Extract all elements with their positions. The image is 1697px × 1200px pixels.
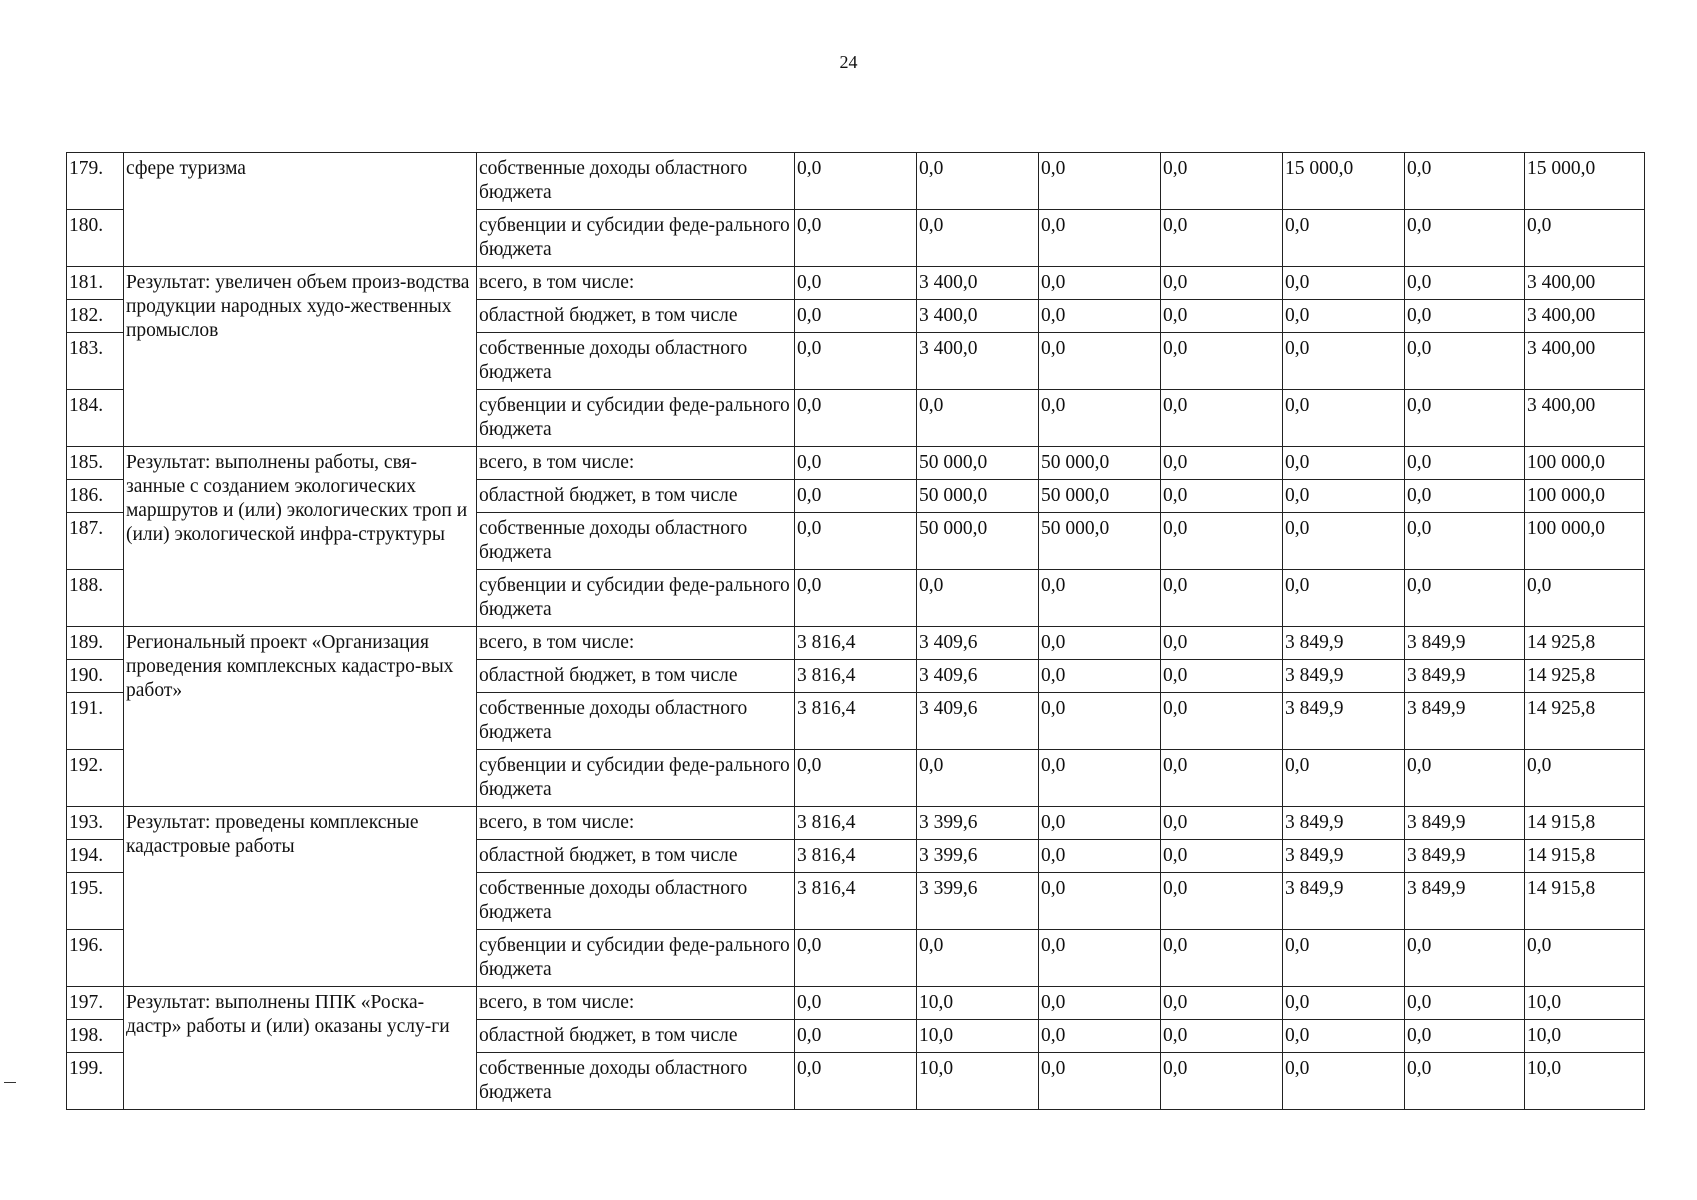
amount-cell: 0,0 [1161, 1053, 1283, 1110]
amount-cell: 50 000,0 [1039, 480, 1161, 513]
row-number: 196. [67, 930, 124, 987]
amount-cell: 0,0 [1161, 807, 1283, 840]
amount-cell: 0,0 [1039, 873, 1161, 930]
row-number: 193. [67, 807, 124, 840]
amount-cell: 3 409,6 [917, 660, 1039, 693]
row-number: 194. [67, 840, 124, 873]
amount-cell: 0,0 [1161, 210, 1283, 267]
amount-cell: 0,0 [1283, 1053, 1405, 1110]
funding-source: субвенции и субсидии феде-рального бюджета [477, 750, 795, 807]
amount-cell: 0,0 [1039, 267, 1161, 300]
amount-cell: 0,0 [917, 390, 1039, 447]
amount-cell: 0,0 [1405, 333, 1525, 390]
amount-cell: 3 849,9 [1283, 840, 1405, 873]
amount-cell: 0,0 [1283, 1020, 1405, 1053]
row-number: 198. [67, 1020, 124, 1053]
amount-cell: 0,0 [1039, 693, 1161, 750]
amount-cell: 0,0 [1161, 447, 1283, 480]
funding-source: всего, в том числе: [477, 267, 795, 300]
amount-cell: 0,0 [1405, 390, 1525, 447]
amount-cell: 100 000,0 [1525, 480, 1645, 513]
amount-cell: 3 400,00 [1525, 267, 1645, 300]
amount-cell: 0,0 [1161, 153, 1283, 210]
group-label: Результат: выполнены ППК «Роска-дастр» работы и (или) оказаны услу-ги [124, 987, 477, 1110]
amount-cell: 3 816,4 [795, 627, 917, 660]
table-row [67, 807, 1645, 840]
funding-source: собственные доходы областного бюджета [477, 693, 795, 750]
amount-cell: 0,0 [795, 750, 917, 807]
amount-cell: 0,0 [795, 1020, 917, 1053]
amount-cell: 14 925,8 [1525, 627, 1645, 660]
amount-cell: 3 849,9 [1283, 627, 1405, 660]
table-row [67, 153, 1645, 210]
amount-cell: 0,0 [1039, 1053, 1161, 1110]
funding-source: субвенции и субсидии феде-рального бюджета [477, 390, 795, 447]
group-label: Региональный проект «Организация проведения комплексных кадастро-вых работ» [124, 627, 477, 807]
amount-cell: 3 849,9 [1283, 807, 1405, 840]
amount-cell: 0,0 [1039, 570, 1161, 627]
row-number: 192. [67, 750, 124, 807]
amount-cell: 0,0 [1283, 750, 1405, 807]
amount-cell: 0,0 [795, 300, 917, 333]
amount-cell: 0,0 [1161, 1020, 1283, 1053]
amount-cell: 10,0 [1525, 1020, 1645, 1053]
amount-cell: 0,0 [1405, 1020, 1525, 1053]
amount-cell: 14 915,8 [1525, 873, 1645, 930]
table-row [67, 987, 1645, 1020]
amount-cell: 0,0 [1161, 300, 1283, 333]
amount-cell: 0,0 [795, 267, 917, 300]
amount-cell: 0,0 [1161, 480, 1283, 513]
amount-cell: 0,0 [1161, 267, 1283, 300]
amount-cell: 0,0 [1161, 333, 1283, 390]
amount-cell: 0,0 [917, 210, 1039, 267]
amount-cell: 0,0 [1405, 210, 1525, 267]
amount-cell: 0,0 [1039, 153, 1161, 210]
row-number: 183. [67, 333, 124, 390]
amount-cell: 3 399,6 [917, 807, 1039, 840]
amount-cell: 0,0 [1039, 840, 1161, 873]
row-number: 181. [67, 267, 124, 300]
amount-cell: 3 400,0 [917, 333, 1039, 390]
amount-cell: 10,0 [917, 1053, 1039, 1110]
amount-cell: 0,0 [1283, 267, 1405, 300]
amount-cell: 50 000,0 [917, 447, 1039, 480]
amount-cell: 0,0 [1039, 333, 1161, 390]
amount-cell: 0,0 [795, 930, 917, 987]
amount-cell: 0,0 [1525, 210, 1645, 267]
group-label: Результат: выполнены работы, свя-занные с созданием экологических маршрутов и (или) экологических троп и (или) экологической инфра-структуры [124, 447, 477, 627]
amount-cell: 0,0 [1161, 873, 1283, 930]
amount-cell: 3 849,9 [1405, 627, 1525, 660]
amount-cell: 0,0 [795, 513, 917, 570]
funding-source: областной бюджет, в том числе [477, 480, 795, 513]
funding-source: всего, в том числе: [477, 987, 795, 1020]
amount-cell: 0,0 [1161, 660, 1283, 693]
amount-cell: 0,0 [1161, 930, 1283, 987]
amount-cell: 0,0 [1405, 750, 1525, 807]
amount-cell: 0,0 [1283, 447, 1405, 480]
row-number: 189. [67, 627, 124, 660]
amount-cell: 3 400,0 [917, 267, 1039, 300]
amount-cell: 0,0 [1525, 750, 1645, 807]
amount-cell: 0,0 [1283, 390, 1405, 447]
amount-cell: 0,0 [1161, 987, 1283, 1020]
amount-cell: 3 409,6 [917, 693, 1039, 750]
amount-cell: 3 399,6 [917, 840, 1039, 873]
row-number: 184. [67, 390, 124, 447]
amount-cell: 0,0 [1283, 210, 1405, 267]
amount-cell: 3 849,9 [1405, 693, 1525, 750]
amount-cell: 0,0 [1161, 570, 1283, 627]
amount-cell: 10,0 [1525, 1053, 1645, 1110]
amount-cell: 0,0 [1039, 1020, 1161, 1053]
amount-cell: 15 000,0 [1525, 153, 1645, 210]
amount-cell: 14 925,8 [1525, 660, 1645, 693]
amount-cell: 0,0 [1405, 930, 1525, 987]
amount-cell: 0,0 [1405, 513, 1525, 570]
amount-cell: 0,0 [1283, 930, 1405, 987]
amount-cell: 14 925,8 [1525, 693, 1645, 750]
amount-cell: 0,0 [1161, 513, 1283, 570]
amount-cell: 50 000,0 [1039, 447, 1161, 480]
amount-cell: 0,0 [1283, 300, 1405, 333]
amount-cell: 0,0 [1039, 807, 1161, 840]
amount-cell: 0,0 [1039, 627, 1161, 660]
amount-cell: 0,0 [1283, 513, 1405, 570]
amount-cell: 0,0 [1039, 210, 1161, 267]
amount-cell: 3 849,9 [1405, 840, 1525, 873]
amount-cell: 0,0 [795, 333, 917, 390]
row-number: 179. [67, 153, 124, 210]
row-number: 190. [67, 660, 124, 693]
table-row [67, 267, 1645, 300]
amount-cell: 3 849,9 [1283, 873, 1405, 930]
amount-cell: 15 000,0 [1283, 153, 1405, 210]
row-number: 182. [67, 300, 124, 333]
amount-cell: 3 400,00 [1525, 390, 1645, 447]
amount-cell: 0,0 [1161, 390, 1283, 447]
amount-cell: 0,0 [1283, 333, 1405, 390]
funding-source: областной бюджет, в том числе [477, 1020, 795, 1053]
amount-cell: 0,0 [917, 570, 1039, 627]
amount-cell: 0,0 [1405, 1053, 1525, 1110]
amount-cell: 3 849,9 [1405, 660, 1525, 693]
amount-cell: 0,0 [1405, 153, 1525, 210]
funding-source: областной бюджет, в том числе [477, 660, 795, 693]
amount-cell: 0,0 [1405, 987, 1525, 1020]
funding-source: всего, в том числе: [477, 627, 795, 660]
amount-cell: 0,0 [1039, 660, 1161, 693]
amount-cell: 3 399,6 [917, 873, 1039, 930]
amount-cell: 0,0 [1405, 570, 1525, 627]
amount-cell: 0,0 [1039, 750, 1161, 807]
amount-cell: 0,0 [1161, 840, 1283, 873]
amount-cell: 0,0 [795, 987, 917, 1020]
amount-cell: 0,0 [795, 390, 917, 447]
amount-cell: 0,0 [1283, 480, 1405, 513]
amount-cell: 0,0 [1283, 987, 1405, 1020]
funding-source: субвенции и субсидии феде-рального бюджета [477, 930, 795, 987]
funding-source: областной бюджет, в том числе [477, 840, 795, 873]
amount-cell: 0,0 [1161, 750, 1283, 807]
amount-cell: 0,0 [1283, 570, 1405, 627]
amount-cell: 50 000,0 [917, 513, 1039, 570]
amount-cell: 100 000,0 [1525, 447, 1645, 480]
budget-table [66, 152, 1645, 1110]
amount-cell: 3 409,6 [917, 627, 1039, 660]
funding-source: собственные доходы областного бюджета [477, 1053, 795, 1110]
amount-cell: 0,0 [1161, 693, 1283, 750]
amount-cell: 3 816,4 [795, 693, 917, 750]
amount-cell: 3 816,4 [795, 660, 917, 693]
table-row [67, 627, 1645, 660]
amount-cell: 0,0 [1039, 987, 1161, 1020]
amount-cell: 0,0 [1405, 267, 1525, 300]
amount-cell: 0,0 [1039, 390, 1161, 447]
amount-cell: 14 915,8 [1525, 840, 1645, 873]
row-number: 195. [67, 873, 124, 930]
amount-cell: 0,0 [1039, 930, 1161, 987]
funding-source: субвенции и субсидии феде-рального бюджета [477, 570, 795, 627]
row-number: 186. [67, 480, 124, 513]
amount-cell: 0,0 [1161, 627, 1283, 660]
amount-cell: 0,0 [1405, 480, 1525, 513]
amount-cell: 3 849,9 [1283, 693, 1405, 750]
group-label: Результат: проведены комплексные кадастровые работы [124, 807, 477, 987]
row-number: 199. [67, 1053, 124, 1110]
amount-cell: 14 915,8 [1525, 807, 1645, 840]
group-label: Результат: увеличен объем произ-водства продукции народных худо-жественных промыслов [124, 267, 477, 447]
amount-cell: 100 000,0 [1525, 513, 1645, 570]
amount-cell: 0,0 [1525, 930, 1645, 987]
amount-cell: 3 849,9 [1405, 873, 1525, 930]
amount-cell: 3 816,4 [795, 873, 917, 930]
amount-cell: 0,0 [917, 153, 1039, 210]
table-row [67, 447, 1645, 480]
funding-source: собственные доходы областного бюджета [477, 873, 795, 930]
amount-cell: 3 400,00 [1525, 300, 1645, 333]
amount-cell: 0,0 [795, 1053, 917, 1110]
amount-cell: 10,0 [917, 1020, 1039, 1053]
amount-cell: 3 816,4 [795, 840, 917, 873]
row-number: 180. [67, 210, 124, 267]
row-number: 187. [67, 513, 124, 570]
amount-cell: 3 400,00 [1525, 333, 1645, 390]
amount-cell: 50 000,0 [917, 480, 1039, 513]
amount-cell: 0,0 [1525, 570, 1645, 627]
funding-source: всего, в том числе: [477, 807, 795, 840]
group-label: сфере туризма [124, 153, 477, 267]
amount-cell: 3 400,0 [917, 300, 1039, 333]
amount-cell: 3 849,9 [1405, 807, 1525, 840]
row-number: 197. [67, 987, 124, 1020]
funding-source: собственные доходы областного бюджета [477, 513, 795, 570]
funding-source: областной бюджет, в том числе [477, 300, 795, 333]
funding-source: собственные доходы областного бюджета [477, 153, 795, 210]
amount-cell: 0,0 [1405, 447, 1525, 480]
amount-cell: 10,0 [1525, 987, 1645, 1020]
funding-source: всего, в том числе: [477, 447, 795, 480]
amount-cell: 0,0 [795, 447, 917, 480]
amount-cell: 50 000,0 [1039, 513, 1161, 570]
amount-cell: 0,0 [917, 750, 1039, 807]
amount-cell: 0,0 [1039, 300, 1161, 333]
amount-cell: 0,0 [1405, 300, 1525, 333]
margin-mark [4, 1082, 16, 1083]
amount-cell: 0,0 [795, 153, 917, 210]
amount-cell: 0,0 [795, 480, 917, 513]
row-number: 185. [67, 447, 124, 480]
table-body [67, 153, 1645, 1110]
row-number: 188. [67, 570, 124, 627]
amount-cell: 0,0 [795, 210, 917, 267]
funding-source: собственные доходы областного бюджета [477, 333, 795, 390]
amount-cell: 10,0 [917, 987, 1039, 1020]
amount-cell: 3 849,9 [1283, 660, 1405, 693]
amount-cell: 0,0 [795, 570, 917, 627]
amount-cell: 3 816,4 [795, 807, 917, 840]
funding-source: субвенции и субсидии феде-рального бюджета [477, 210, 795, 267]
page-number: 24 [839, 52, 858, 72]
row-number: 191. [67, 693, 124, 750]
amount-cell: 0,0 [917, 930, 1039, 987]
